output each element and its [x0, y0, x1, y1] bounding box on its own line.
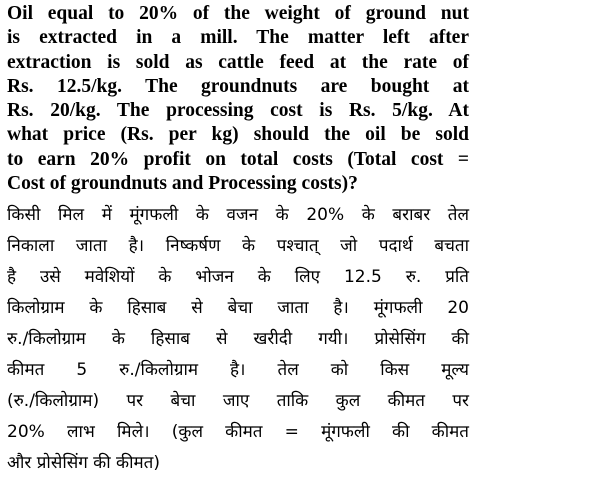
hindi-line: और प्रोसेसिंग की कीमत) [7, 453, 160, 473]
hindi-line: है उसे मवेशियों के भोजन के लिए 12.5 रु. प्रति [7, 267, 469, 287]
english-line: Oil equal to 20% of the weight of ground nut [7, 3, 469, 24]
hindi-line: कीमत 5 रु./किलोग्राम है। तेल को किस मूल्य [7, 360, 469, 380]
hindi-line: रु./किलोग्राम के हिसाब से खरीदी गयी। प्रोसेसिंग की [7, 329, 469, 349]
english-line: extraction is sold as cattle feed at the rate of [7, 51, 469, 73]
english-line: to earn 20% profit on total costs (Total cost = [7, 148, 469, 170]
english-line: Rs. 12.5/kg. The groundnuts are bought at [7, 75, 469, 97]
english-line: Cost of groundnuts and Processing costs)? [7, 173, 358, 195]
hindi-line: किसी मिल में मूंगफली के वजन के 20% के बराबर तेल [7, 205, 469, 225]
hindi-question-text [7, 200, 469, 479]
english-question-text [7, 2, 469, 196]
english-line: Rs. 20/kg. The processing cost is Rs. 5/kg. At [7, 100, 469, 122]
hindi-line: किलोग्राम के हिसाब से बेचा जाता है। मूंगफली 20 [7, 298, 469, 318]
english-line: what price (Rs. per kg) should the oil be sold [7, 124, 469, 146]
english-line: is extracted in a mill. The matter left after [7, 27, 469, 49]
hindi-line: (रु./किलोग्राम) पर बेचा जाए ताकि कुल कीमत पर [7, 391, 469, 411]
hindi-line: 20% लाभ मिले। (कुल कीमत = मूंगफली की कीमत [7, 422, 469, 442]
hindi-line: निकाला जाता है। निष्कर्षण के पश्चात् जो पदार्थ बचता [7, 236, 469, 256]
